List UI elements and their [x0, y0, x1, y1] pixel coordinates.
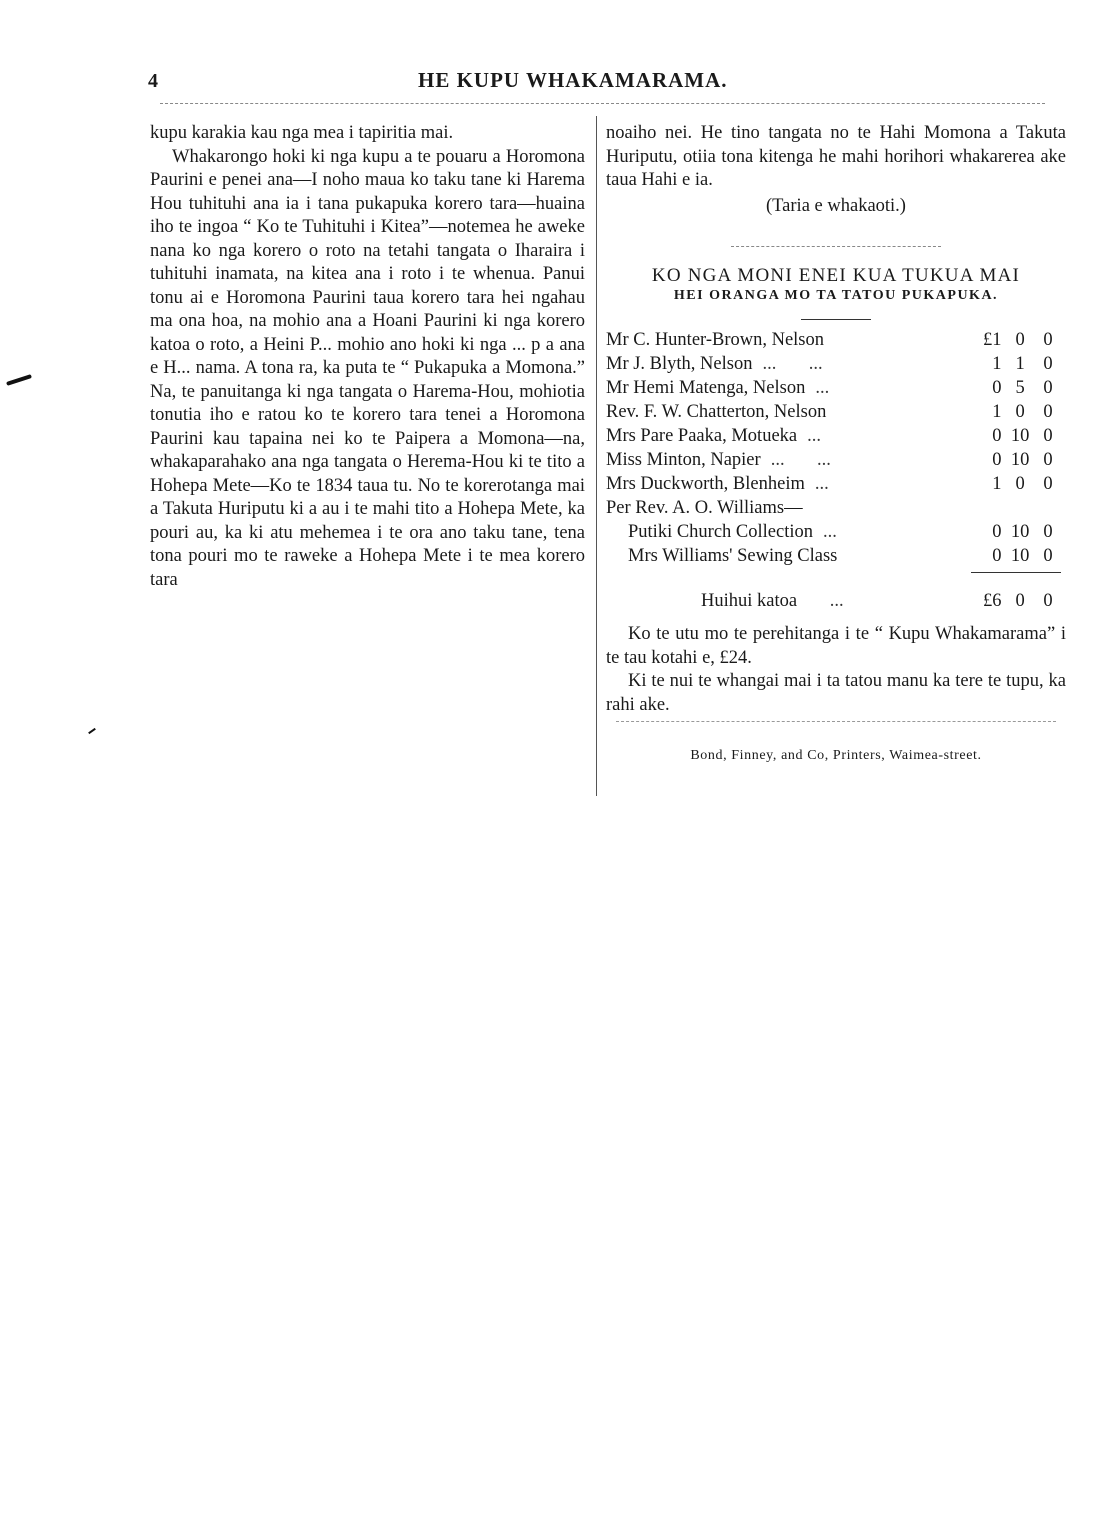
- amount-shillings: 1: [1015, 354, 1025, 374]
- donor-name: Per Rev. A. O. Williams—: [606, 498, 803, 518]
- donor-name: Miss Minton, Napier: [606, 450, 761, 470]
- total-shillings: 0: [1015, 591, 1025, 611]
- amount-shillings: 0: [1015, 330, 1025, 350]
- page-header: [148, 62, 1058, 102]
- donor-name: Mrs Pare Paaka, Motueka: [606, 426, 798, 446]
- donor-cell: [606, 496, 971, 520]
- amount-shillings: 0: [1015, 474, 1025, 494]
- donation-row: [606, 496, 1061, 520]
- leader-dots: ...: [823, 522, 837, 542]
- amount-pounds: 0: [992, 546, 1002, 566]
- amount-shillings: 10: [1010, 522, 1030, 542]
- donations-table: [606, 328, 1061, 613]
- printer-divider: [616, 721, 1056, 722]
- donation-row: [606, 352, 1061, 376]
- leader-dots: ...: [807, 426, 821, 446]
- left-paragraph-2: Whakarongo hoki ki nga kupu a te pouaru a Horomona Paurini e penei ana—I noho maua ko taku tane ki Harema Hou tuhituhi ana ia i tana pukapuka korero tara—huaina iho te ingoa “ Ko te Tuhituhi i Kitea”—notemea he aweke nana ko nga korero o roto na tetahi tangata o Iharaira i tuhituhi inamata, na kitea ana i roto i te whenua. Panui tonu ai e Horomona Paurini taua korero tara hei ngahau ma ona hoa, na mohio ana a Hoani Paurini ki nga korero katoa o roto, a Heini P... mohio ano hoki ki nga ... p a ana e H... nama. A tona ra, ka puta te “ Pukapuka a Momona.” Na, te panuitanga ki nga tangata o Harema-Hou, mohiotia tonutia iho e ratou ko te korero tara tenei a Horomona Paurini kau tapaina nei ko te Paipera a Momona—na, whakaparahako ana nga tangata o Herema-Hou ki te tito a Hohepa Mete—Ko te 1834 taua tu. No te korerotanga mai a Takuta Huriputu ki a au i te mahi tito a Hohepa Mete, ka pouri au, ka ki atu mehemea i te ora ano taku tane, tena tona pouri mo te raweke a Hohepa Mete i te mea korero tara: [150, 146, 585, 590]
- total-dots: ...: [829, 591, 844, 611]
- amount-pounds: 0: [992, 378, 1002, 398]
- left-column: [150, 122, 585, 592]
- donor-cell: [606, 424, 971, 448]
- leader-dots: ... ...: [762, 354, 823, 374]
- subtitle-divider: [801, 319, 871, 320]
- amount-shillings: 10: [1010, 450, 1030, 470]
- donations-subtitle: HEI ORANGA MO TA TATOU PUKAPUKA.: [673, 288, 999, 303]
- section-divider: [731, 246, 941, 247]
- note-feeding: Ki te nui te whangai mai i ta tatou manu ka tere te tupu, ka rahi ake.: [606, 671, 1066, 715]
- amount-pounds: £1: [982, 330, 1002, 350]
- amount-pounds: 0: [992, 450, 1002, 470]
- amount-pence: 0: [1043, 378, 1053, 398]
- amount-pence: 0: [1043, 426, 1053, 446]
- donation-row: [606, 448, 1061, 472]
- continuation-paragraph: noaiho nei. He tino tangata no te Hahi Momona a Takuta Huriputu, otiia tona kitenga he mahi horihori whakarerea ake taua Hahi e ia.: [606, 123, 1066, 190]
- amount-pence: 0: [1043, 546, 1053, 566]
- donation-row: [606, 424, 1061, 448]
- running-title: HE KUPU WHAKAMARAMA.: [418, 68, 728, 92]
- amount-pounds: 1: [992, 474, 1002, 494]
- amount-pence: 0: [1043, 402, 1053, 422]
- note-print-cost: Ko te utu mo te perehitanga i te “ Kupu Whakamarama” i te tau kotahi e, £24.: [606, 624, 1066, 668]
- donor-cell: [606, 520, 971, 544]
- donation-row: [606, 544, 1061, 568]
- donor-cell: [606, 472, 971, 496]
- donation-row: [606, 472, 1061, 496]
- leader-dots: ...: [814, 474, 829, 494]
- donation-row: [606, 328, 1061, 352]
- donor-name: Mr J. Blyth, Nelson: [606, 354, 753, 374]
- donor-cell: [606, 448, 971, 472]
- left-paragraph-1: kupu karakia kau nga mea i tapiritia mai.: [150, 123, 454, 143]
- total-cell: [606, 579, 971, 613]
- sum-rule-row: [606, 568, 1061, 579]
- donor-name: Mrs Williams' Sewing Class: [628, 546, 838, 566]
- donor-name: Mr C. Hunter-Brown, Nelson: [606, 330, 825, 350]
- sum-line: [971, 572, 1061, 579]
- margin-mark: [6, 374, 32, 386]
- to-be-continued: (Taria e whakaoti.): [766, 195, 906, 216]
- donor-cell: [606, 400, 971, 424]
- donations-title: KO NGA MONI ENEI KUA TUKUA MAI: [651, 265, 1021, 286]
- amount-shillings: 10: [1010, 426, 1030, 446]
- amount-pence: [1035, 496, 1061, 520]
- donor-name: Mr Hemi Matenga, Nelson: [606, 378, 806, 398]
- donor-name: Rev. F. W. Chatterton, Nelson: [606, 402, 827, 422]
- donation-row: [606, 376, 1061, 400]
- amount-shillings: 0: [1015, 402, 1025, 422]
- amount-pence: 0: [1043, 522, 1053, 542]
- page-number: 4: [148, 70, 158, 92]
- amount-pounds: 1: [992, 402, 1002, 422]
- amount-pence: 0: [1043, 330, 1053, 350]
- header-divider: [160, 103, 1045, 104]
- leader-dots: ...: [815, 378, 830, 398]
- stray-mark: [88, 728, 96, 734]
- donor-cell: [606, 328, 971, 352]
- donor-cell: [606, 352, 971, 376]
- amount-pounds: 0: [992, 522, 1002, 542]
- amount-shillings: 10: [1010, 546, 1030, 566]
- amount-pounds: [971, 496, 1006, 520]
- donation-row: [606, 400, 1061, 424]
- donor-cell: [606, 544, 971, 568]
- total-pounds: £6: [982, 591, 1002, 611]
- leader-dots: ... ...: [770, 450, 831, 470]
- total-row: [606, 579, 1061, 613]
- amount-pounds: 1: [992, 354, 1002, 374]
- amount-pence: 0: [1043, 474, 1053, 494]
- amount-pence: 0: [1043, 450, 1053, 470]
- amount-shillings: [1005, 496, 1034, 520]
- donor-cell: [606, 376, 971, 400]
- donor-name: Putiki Church Collection: [628, 522, 813, 542]
- amount-pounds: 0: [992, 426, 1002, 446]
- amount-shillings: 5: [1015, 378, 1025, 398]
- donor-name: Mrs Duckworth, Blenheim: [606, 474, 805, 494]
- total-label: Huihui katoa: [701, 591, 798, 611]
- printer-imprint: Bond, Finney, and Co, Printers, Waimea-street.: [690, 748, 982, 763]
- donation-row: [606, 520, 1061, 544]
- column-divider: [596, 116, 597, 796]
- right-column: [606, 122, 1066, 768]
- total-pence: 0: [1043, 591, 1053, 611]
- amount-pence: 0: [1043, 354, 1053, 374]
